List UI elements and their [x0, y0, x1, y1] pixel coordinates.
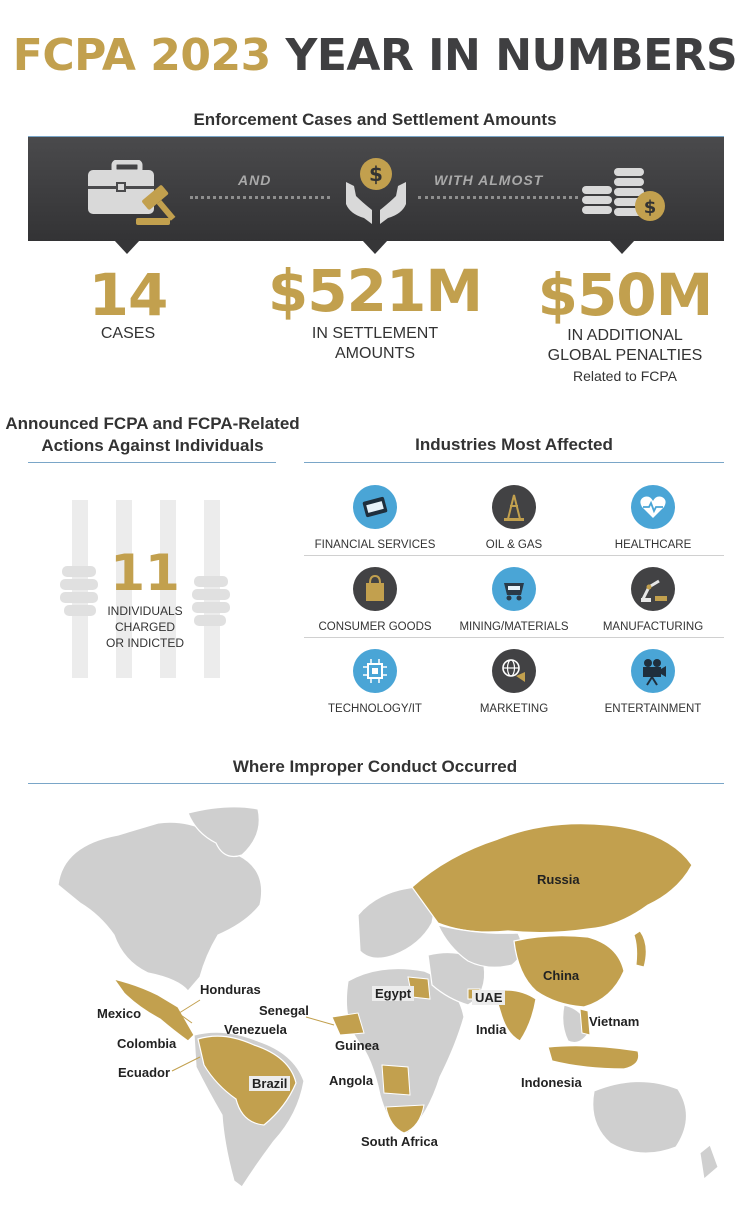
- oil-pump-icon: [492, 485, 536, 529]
- svg-text:$: $: [369, 162, 383, 186]
- svg-text:$: $: [643, 197, 657, 218]
- pointer-cases: [114, 240, 140, 254]
- map-label-south-africa: South Africa: [361, 1134, 438, 1149]
- settlement-caption-2: AMOUNTS: [335, 345, 415, 362]
- industry-label: CONSUMER GOODS: [318, 621, 432, 633]
- individuals-caption: [0, 603, 290, 651]
- heart-pulse-icon: [631, 485, 675, 529]
- pointer-penalties: [609, 240, 635, 254]
- map-label-russia: Russia: [537, 872, 580, 887]
- leader-line: [306, 1017, 334, 1025]
- cases-count: 14: [88, 261, 168, 329]
- film-camera-icon: [631, 649, 675, 693]
- industries-rule: [304, 462, 724, 463]
- map-heading: Where Improper Conduct Occurred: [232, 757, 518, 776]
- shopping-bag-icon: [353, 567, 397, 611]
- map-rule: [28, 783, 724, 784]
- map-label-india: India: [476, 1022, 507, 1037]
- japan-shape: [634, 931, 646, 967]
- map-label-china: China: [543, 968, 580, 983]
- industry-label: OIL & GAS: [485, 539, 543, 551]
- industries-divider: [304, 555, 724, 556]
- industry-label: MARKETING: [479, 703, 549, 715]
- individuals-heading-line2: Actions Against Individuals: [41, 436, 264, 455]
- industry-label: ENTERTAINMENT: [604, 703, 702, 715]
- connector-and: AND: [238, 172, 272, 188]
- penalties-amount: $50M: [537, 261, 713, 329]
- coin-stacks-icon: [580, 166, 668, 226]
- industry-label: HEALTHCARE: [614, 539, 692, 551]
- industries-heading: Industries Most Affected: [415, 435, 613, 454]
- new-zealand-shape: [700, 1145, 718, 1179]
- map-label-colombia: Colombia: [117, 1036, 177, 1051]
- individuals-caption-line3: OR INDICTED: [106, 636, 184, 650]
- mine-cart-icon: [492, 567, 536, 611]
- industries-divider: [304, 637, 724, 638]
- chip-icon: [353, 649, 397, 693]
- penalties-caption-2: GLOBAL PENALTIES: [547, 347, 703, 364]
- hands-coin-icon: [340, 152, 412, 228]
- cases-caption: CASES: [100, 325, 156, 342]
- indonesia-shape: [548, 1046, 639, 1069]
- individuals-caption-line2: CHARGED: [114, 620, 175, 634]
- map-label-ecuador: Ecuador: [118, 1065, 171, 1080]
- angola-shape: [382, 1065, 410, 1095]
- title-year: FCPA 2023: [12, 30, 271, 81]
- map-label-senegal: Senegal: [259, 1003, 309, 1018]
- map-label-brazil: Brazil: [249, 1076, 290, 1091]
- settlement-caption-1: IN SETTLEMENT: [311, 325, 439, 342]
- map-label-indonesia: Indonesia: [521, 1075, 582, 1090]
- south-africa-shape: [386, 1105, 424, 1133]
- individuals-heading: [0, 413, 305, 457]
- map-label-honduras: Honduras: [200, 982, 261, 997]
- globe-megaphone-icon: [492, 649, 536, 693]
- map-label-vietnam: Vietnam: [589, 1014, 640, 1029]
- industry-label: MINING/MATERIALS: [459, 621, 569, 633]
- leader-line: [176, 1000, 200, 1015]
- australia-shape: [593, 1081, 687, 1153]
- penalties-caption-1: IN ADDITIONAL: [567, 327, 683, 344]
- map-label-venezuela: Venezuela: [224, 1022, 287, 1037]
- individuals-caption-line1: INDIVIDUALS: [107, 604, 183, 618]
- individuals-rule: [28, 462, 276, 463]
- money-stack-icon: [353, 485, 397, 529]
- map-label-egypt: Egypt: [372, 986, 414, 1001]
- connector-dots-1: [190, 196, 330, 199]
- map-label-mexico: Mexico: [97, 1006, 142, 1021]
- industry-label: FINANCIAL SERVICES: [314, 539, 436, 551]
- robot-arm-icon: [631, 567, 675, 611]
- individuals-count: 11: [110, 544, 180, 602]
- senegal-guinea-shape: [332, 1013, 364, 1035]
- penalties-subcaption: Related to FCPA: [572, 368, 677, 384]
- map-label-angola: Angola: [329, 1073, 374, 1088]
- title-main: YEAR IN NUMBERS: [285, 30, 738, 81]
- settlement-amount: $521M: [267, 257, 483, 325]
- industry-label: MANUFACTURING: [602, 621, 704, 633]
- pointer-settlement: [362, 240, 388, 254]
- enforcement-heading: Enforcement Cases and Settlement Amounts: [193, 110, 557, 129]
- individuals-heading-line1: Announced FCPA and FCPA-Related: [5, 414, 300, 433]
- map-label-uae: UAE: [472, 990, 505, 1005]
- map-label-guinea: Guinea: [335, 1038, 380, 1053]
- connector-with-almost: WITH ALMOST: [434, 172, 544, 188]
- connector-dots-2: [418, 196, 578, 199]
- industry-label: TECHNOLOGY/IT: [328, 703, 422, 715]
- briefcase-gavel-icon: [84, 160, 184, 228]
- page-title: [0, 30, 750, 81]
